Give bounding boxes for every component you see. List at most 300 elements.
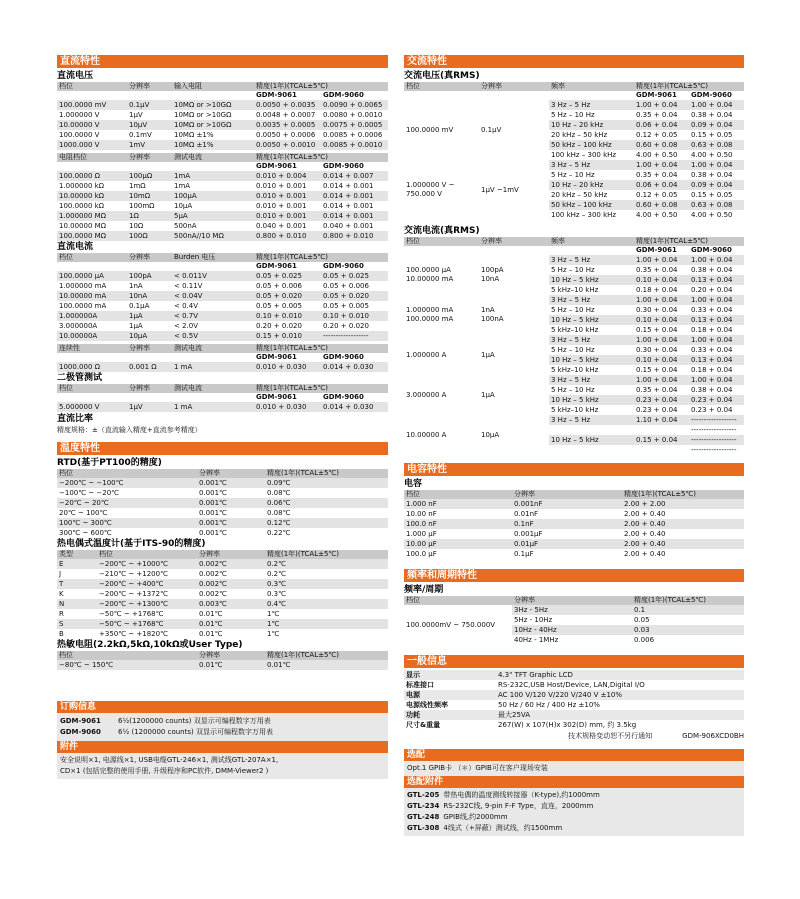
table-row [57, 508, 388, 518]
table-cell: 1.00 + 0.04 [634, 160, 689, 170]
table-cell: 50 kHz – 100 kHz [549, 200, 634, 210]
range-line-2: 10.00000 mA [406, 275, 454, 283]
table-cell: 1℃ [267, 610, 280, 618]
table-cell: 0.1 [634, 606, 646, 614]
table-cell: 100μΩ [129, 172, 153, 180]
table-cell: 10.00000 mA [59, 292, 107, 300]
table-cell: 500nA [174, 222, 197, 230]
table-cell: 1.000000A [59, 312, 98, 320]
gen-value: 267(W) x 107(H)x 302(D) mm, 约 3.5kg [498, 721, 637, 729]
table-cell: 0.13 + 0.04 [689, 275, 744, 285]
table-cell: −200℃ ~ +1000℃ [99, 560, 168, 568]
table-cell: 0.2℃ [267, 560, 286, 568]
range-cell [404, 255, 479, 295]
table-row [404, 100, 744, 110]
table-cell: −210℃ ~ +1200℃ [99, 570, 168, 578]
header-cell: 分辨率 [129, 82, 150, 90]
table-cell: 1.000000 kΩ [59, 182, 105, 190]
table-cell: 0.15 + 0.04 [634, 435, 689, 445]
table-cell: 5 kHz–10 kHz [549, 285, 634, 295]
table-cell: 0.01nF [514, 510, 539, 518]
table-cell: 0.35 + 0.04 [634, 110, 689, 120]
table-cell: 100Ω [129, 232, 148, 240]
spacer [549, 91, 634, 100]
table-cell: 0.3℃ [267, 590, 286, 598]
table-cell: 1.00 + 0.04 [634, 255, 689, 265]
gen-value: AC 100 V/120 V/220 V/240 V ±10% [498, 691, 623, 699]
header-cell: 精度(1年)(TCAL±5℃) [634, 237, 744, 246]
table-cell: −80℃ ~ 150℃ [59, 661, 114, 669]
table-cell: 0.1nF [514, 520, 534, 528]
ac-table [404, 237, 744, 455]
model-label: GDM-9061 [256, 262, 297, 270]
table-cell: 0.014 + 0.001 [323, 182, 374, 190]
table-cell: 0.014 + 0.001 [323, 192, 374, 200]
table-cell: 50 kHz – 100 kHz [549, 140, 634, 150]
header-cell: 电阻档位 [59, 153, 87, 161]
table-header [57, 469, 388, 478]
ac-section-title: 交流特性 [404, 55, 744, 68]
table-cell: 1Ω [129, 212, 139, 220]
table-header [404, 596, 744, 605]
table-cell: 1mA [174, 172, 191, 180]
table-cell: 100 kHz – 300 kHz [549, 150, 634, 160]
header-cell: 精度(1年)(TCAL±5℃) [256, 344, 328, 352]
table-cell: 0.10 + 0.010 [256, 312, 302, 320]
table-cell: 0.01μF [514, 540, 539, 548]
header-cell: 精度(1年)(TCAL±5℃) [634, 596, 706, 604]
option-accessory-desc: RS-232C线, 9-pin F-F Type，直连，2000mm [443, 802, 594, 810]
table-row [57, 140, 388, 150]
header-cell: 分辨率 [129, 344, 150, 352]
table-row [404, 415, 744, 425]
table-cell: 20 kHz – 50 kHz [549, 190, 634, 200]
table-cell: 0.15 + 0.05 [689, 190, 744, 200]
table-cell: 2.00 + 0.40 [624, 520, 666, 528]
table-cell: K [59, 590, 64, 598]
table-cell: 0.30 + 0.04 [634, 345, 689, 355]
aci-table [404, 237, 744, 455]
range-line-1: 3.000000 A [406, 390, 447, 399]
model-label: GDM-9060 [689, 91, 744, 100]
tc-title: 热电偶式温度计(基于ITS-90的精度) [57, 539, 206, 549]
table-cell: 0.38 + 0.04 [689, 110, 744, 120]
res-line-1: 1μA [481, 390, 495, 399]
res-table [57, 153, 388, 241]
table-cell: 1.00 + 0.04 [689, 255, 744, 265]
res-line-1: 10μA [481, 430, 500, 439]
table-cell: 0.20 + 0.020 [256, 322, 302, 330]
table-header [57, 651, 388, 660]
header-cell: 连续性 [59, 344, 80, 352]
table-cell: 0.15 + 0.04 [634, 365, 689, 375]
table-cell: 0.0048 + 0.0007 [256, 111, 316, 119]
table-cell: 10MΩ or >10GΩ [174, 111, 232, 119]
table-cell: 100.0000 kΩ [59, 202, 105, 210]
table-row [57, 609, 388, 619]
table-row [57, 569, 388, 579]
spacer [57, 91, 254, 100]
table-cell: 100pA [129, 272, 152, 280]
table-header [404, 490, 744, 499]
header-cell: 精度(1年)(TCAL±5℃) [256, 153, 328, 161]
table-cell: 10.00000 V [59, 121, 100, 129]
model-label: GDM-9061 [256, 162, 297, 170]
diode-title: 二极管测试 [57, 373, 103, 383]
table-row [57, 100, 388, 110]
table-cell: 10 Hz – 5 kHz [549, 435, 634, 445]
table-cell: R [59, 610, 64, 618]
table-cell: 0.0075 + 0.0005 [323, 121, 383, 129]
table-cell: +350℃ ~ +1820℃ [99, 630, 168, 638]
table-cell: 1.000000 V [59, 111, 100, 119]
table-cell: 0.05 + 0.005 [256, 302, 302, 310]
table-cell: ------------------ [689, 415, 744, 425]
table-cell: 0.0085 + 0.0006 [323, 131, 383, 139]
table-cell: 10MΩ ±1% [174, 131, 214, 139]
table-cell: 0.05 + 0.025 [256, 272, 302, 280]
table-cell: 10.00 μF [406, 540, 437, 548]
model-header [57, 91, 388, 100]
table-cell: 0.13 + 0.04 [689, 315, 744, 325]
spacer [479, 246, 549, 255]
table-cell: 1 mA [174, 403, 193, 411]
table-cell: 0.18 + 0.04 [689, 325, 744, 335]
table-cell: 0.002℃ [199, 570, 227, 578]
table-cell: 10 Hz – 20 kHz [549, 120, 634, 130]
table-cell: 0.18 + 0.04 [689, 365, 744, 375]
table-cell: N [59, 600, 65, 608]
table-cell: 10 Hz – 20 kHz [549, 180, 634, 190]
diode-table [57, 384, 388, 412]
table-cell: 10μA [129, 332, 148, 340]
table-cell: 1.000000 MΩ [59, 212, 107, 220]
option-accessory-code: GTL-248 [407, 813, 440, 821]
header-cell: 档位 [406, 596, 420, 604]
model-label: GDM-9061 [634, 246, 689, 255]
header-cell: 输入电阻 [174, 82, 202, 90]
table-row [57, 191, 388, 201]
table-row [57, 110, 388, 120]
gen-key: 电源线性频率 [406, 701, 448, 709]
table-cell: 0.001℃ [199, 509, 227, 517]
table-cell: 100.0000 V [59, 131, 100, 139]
table-cell: B [59, 630, 64, 638]
table-cell: 1.000 nF [406, 500, 437, 508]
table-cell: 0.001℃ [199, 529, 227, 537]
res-line-1: 1μV ~1mV [481, 185, 519, 194]
model-header [57, 262, 388, 271]
table-cell: 0.35 + 0.04 [634, 385, 689, 395]
table-cell: 5.000000 V [59, 403, 100, 411]
table-cell: 0.35 + 0.04 [634, 265, 689, 275]
model-label: GDM-9060 [323, 262, 364, 270]
table-cell: 0.040 + 0.001 [256, 222, 307, 230]
model-label: GDM-9060 [323, 162, 364, 170]
model-label: GDM-9060 [323, 353, 364, 361]
resolution-cell [479, 335, 549, 375]
table-row [57, 579, 388, 589]
table-header [57, 253, 388, 262]
option-accessory-desc: GPIB线,约2000mm [443, 813, 508, 821]
table-cell: 0.06℃ [267, 499, 291, 507]
table-cell: ------------------ [689, 425, 744, 435]
table-cell: 0.001℃ [199, 479, 227, 487]
table-cell: 0.010 + 0.004 [256, 172, 307, 180]
gen-value: 4.3" TFT Graphic LCD [498, 671, 573, 679]
table-cell: ------------------ [323, 332, 369, 340]
table-cell: 4.00 + 0.50 [634, 210, 689, 220]
table-cell: 10MΩ or >10GΩ [174, 101, 232, 109]
table-row [57, 331, 388, 341]
table-cell: 0.01℃ [199, 610, 223, 618]
table-cell: 1.00 + 0.04 [634, 295, 689, 305]
table-cell: 10Hz - 40Hz [514, 626, 557, 634]
table-cell: 0.35 + 0.04 [634, 170, 689, 180]
header-cell: 精度(1年)(TCAL±5℃) [267, 651, 339, 659]
gen-row [404, 720, 744, 730]
table-cell: 10Ω [129, 222, 144, 230]
table-cell: 100.0000 mV [59, 101, 107, 109]
table-cell: −50℃ ~ +1768℃ [99, 620, 164, 628]
table-cell: 100.0 nF [406, 520, 437, 528]
table-row [57, 201, 388, 211]
dcv-title: 直流电压 [57, 71, 94, 81]
header-cell: 档位 [59, 384, 73, 392]
header-cell: 精度(1年)(TCAL±5℃) [267, 550, 339, 558]
table-cell: 10.00000A [59, 332, 98, 340]
table-cell: 0.05 + 0.005 [323, 302, 369, 310]
gen-key: 电源 [406, 691, 420, 699]
range-cell [404, 375, 479, 415]
acv-table [404, 82, 744, 220]
table-row [404, 529, 744, 539]
spec-notice: 技术规格变动恕不另行通知 GDM-906XCD0BH [568, 732, 744, 740]
table-row [57, 488, 388, 498]
resolution-cell [479, 100, 549, 160]
spacer [549, 246, 634, 255]
table-cell: 3.000000A [59, 322, 98, 330]
table-cell: 0.1μA [129, 302, 150, 310]
table-cell: 0.38 + 0.04 [689, 385, 744, 395]
spacer [57, 353, 254, 362]
table-cell: 2.00 + 0.40 [624, 530, 666, 538]
res-line-2: 10nA [481, 275, 500, 283]
table-cell: 0.014 + 0.001 [323, 202, 374, 210]
table-cell: −200℃ ~ −100℃ [59, 479, 124, 487]
table-cell: 0.06 + 0.04 [634, 180, 689, 190]
table-row [57, 660, 388, 670]
table-row [57, 629, 388, 639]
table-row [57, 311, 388, 321]
order-model-1: GDM-9061 6½(1200000 counts) 双显示可编程数字万用表 [60, 717, 271, 725]
model-header [404, 91, 744, 100]
table-cell: 20℃ ~ 100℃ [59, 509, 108, 517]
option-accessory-item [404, 801, 744, 812]
cap-table [404, 490, 744, 559]
thermistor-table [57, 651, 388, 670]
header-cell: 档位 [59, 469, 73, 477]
table-cell: 10MΩ ±1% [174, 141, 214, 149]
model-header [404, 246, 744, 255]
header-cell: 档位 [406, 490, 420, 498]
table-cell: 5μA [174, 212, 188, 220]
table-row [57, 402, 388, 412]
table-cell: 500nA//10 MΩ [174, 232, 224, 240]
table-cell: < 0.7V [174, 312, 199, 320]
header-cell: 精度(1年)(TCAL±5℃) [624, 490, 696, 498]
table-row [57, 301, 388, 311]
table-cell: 10 Hz – 5 kHz [549, 315, 634, 325]
range-line-1: 100.0000 mV [406, 125, 454, 134]
table-cell: 0.0035 + 0.0005 [256, 121, 316, 129]
gen-value: RS-232C,USB Host/Device, LAN,Digital I/O [498, 681, 645, 689]
table-cell: 0.23 + 0.04 [634, 395, 689, 405]
table-cell: 1μV [129, 403, 143, 411]
cap-title: 电容 [404, 479, 423, 489]
table-cell: 1.00 + 0.04 [689, 295, 744, 305]
gen-row [404, 700, 744, 710]
table-cell: 0.014 + 0.007 [323, 172, 374, 180]
header-cell: 分辨率 [199, 469, 220, 477]
table-row [57, 231, 388, 241]
option-accessory-code: GTL-234 [407, 802, 440, 810]
spacer [57, 393, 254, 402]
table-cell: 4.00 + 0.50 [689, 150, 744, 160]
gen-key: 显示 [406, 671, 420, 679]
table-cell: ------------------ [689, 435, 744, 445]
gen-key: 功耗 [406, 711, 420, 719]
order-info [57, 701, 388, 779]
spacer [57, 162, 254, 171]
table-cell: T [59, 580, 64, 588]
header-cell: 分辨率 [479, 82, 549, 91]
table-row [57, 478, 388, 488]
table-row [57, 321, 388, 331]
aci-title: 交流电流(真RMS) [404, 226, 480, 236]
spacer [404, 246, 479, 255]
table-cell: −200℃ ~ +1372℃ [99, 590, 168, 598]
table-cell: 0.20 + 0.020 [323, 322, 369, 330]
table-row [57, 291, 388, 301]
right-column [404, 55, 744, 836]
table-cell: 0.30 + 0.04 [634, 305, 689, 315]
table-cell: 0.23 + 0.04 [689, 405, 744, 415]
table-cell: 0.23 + 0.04 [689, 395, 744, 405]
table-cell: 1.000 μF [406, 530, 437, 538]
table-cell: 4.00 + 0.50 [689, 210, 744, 220]
table-cell: 0.800 + 0.010 [323, 232, 374, 240]
model-header [57, 393, 388, 402]
option-line: Opt.1 GPIB卡 （＊）GPIB可在客户现场安装 [407, 764, 548, 772]
table-cell: 10μV [129, 121, 148, 129]
table-header [404, 237, 744, 246]
table-cell: 1000.000 V [59, 141, 100, 149]
header-cell: 测试电流 [174, 344, 202, 352]
table-cell: 1.00 + 0.04 [689, 100, 744, 110]
table-cell: 0.001 Ω [129, 363, 157, 371]
table-cell [549, 445, 634, 455]
table-cell: 0.0080 + 0.0010 [323, 111, 383, 119]
table-cell: 2.00 + 0.40 [624, 510, 666, 518]
table-cell: 0.06 + 0.04 [634, 120, 689, 130]
gen-value: 50 Hz / 60 Hz / 400 Hz ±10% [498, 701, 600, 709]
header-cell: 频率 [549, 237, 634, 246]
table-row [57, 171, 388, 181]
table-cell: 5 Hz – 10 Hz [549, 385, 634, 395]
table-cell: 0.001μF [514, 530, 543, 538]
table-row [57, 528, 388, 538]
res-line-1: 1μA [481, 350, 495, 359]
header-cell: 分辨率 [129, 253, 150, 261]
table-row [57, 518, 388, 528]
table-cell: 1.00 + 0.04 [689, 335, 744, 345]
table-cell: 0.002℃ [199, 580, 227, 588]
table-cell: 0.05 + 0.006 [256, 282, 302, 290]
table-cell: 0.05 + 0.006 [323, 282, 369, 290]
table-cell: 2.00 + 0.40 [624, 550, 666, 558]
header-cell: 档位 [59, 651, 73, 659]
thermistor-title: 热敏电阻(2.2kΩ,5kΩ,10kΩ或User Type) [57, 640, 243, 650]
table-cell: 0.01℃ [199, 620, 223, 628]
option-accessory-desc: 带热电偶的温度测线转接器（K-type),约1000mm [443, 791, 600, 799]
table-row [57, 589, 388, 599]
option-info [404, 749, 744, 836]
table-cell: 0.2℃ [267, 570, 286, 578]
table-cell: 100mΩ [129, 202, 155, 210]
res-line-1: 100pA [481, 266, 504, 274]
ratio-title: 直流比率 [57, 414, 94, 424]
option-accessory-item [404, 790, 744, 801]
table-cell: 0.15 + 0.010 [256, 332, 302, 340]
table-cell: 0.20 + 0.04 [689, 285, 744, 295]
header-cell: 分辨率 [514, 596, 535, 604]
table-cell: 0.0085 + 0.0010 [323, 141, 383, 149]
table-row [404, 549, 744, 559]
table-cell: 20 kHz – 50 kHz [549, 130, 634, 140]
table-cell: < 0.5V [174, 332, 199, 340]
table-cell: 0.38 + 0.04 [689, 170, 744, 180]
table-cell: 0.05 + 0.025 [323, 272, 369, 280]
table-cell: 100.0 μF [406, 550, 437, 558]
table-cell: 0.001℃ [199, 489, 227, 497]
header-cell: 精度(1年)(TCAL±5℃) [634, 82, 744, 91]
table-row [404, 509, 744, 519]
table-cell [634, 425, 689, 435]
table-cell: 1mΩ [129, 182, 146, 190]
res-line-2: 100nA [481, 315, 504, 323]
table-cell: 100.0000 mA [59, 302, 107, 310]
gen-key: 标准接口 [406, 681, 434, 689]
table-cell: 0.09℃ [267, 479, 291, 487]
ratio-note: 精度规格：±（直流输入精度+直流参考精度） [57, 426, 202, 434]
gen-table [404, 670, 744, 730]
table-cell: 5 Hz – 10 Hz [549, 345, 634, 355]
range-line-2: 750.000 V [406, 190, 442, 198]
table-row [57, 120, 388, 130]
table-row [57, 498, 388, 508]
table-cell: 100.0000 Ω [59, 172, 100, 180]
table-cell: 3 Hz – 5 Hz [549, 335, 634, 345]
table-cell: 1.00 + 0.04 [634, 100, 689, 110]
table-cell: 5 Hz – 10 Hz [549, 110, 634, 120]
resolution-cell [479, 415, 549, 455]
table-cell: < 2.0V [174, 322, 199, 330]
table-cell: 0.1mV [129, 131, 152, 139]
gen-section-title: 一般信息 [404, 655, 744, 668]
table-cell: 1℃ [267, 630, 280, 638]
table-row [57, 281, 388, 291]
